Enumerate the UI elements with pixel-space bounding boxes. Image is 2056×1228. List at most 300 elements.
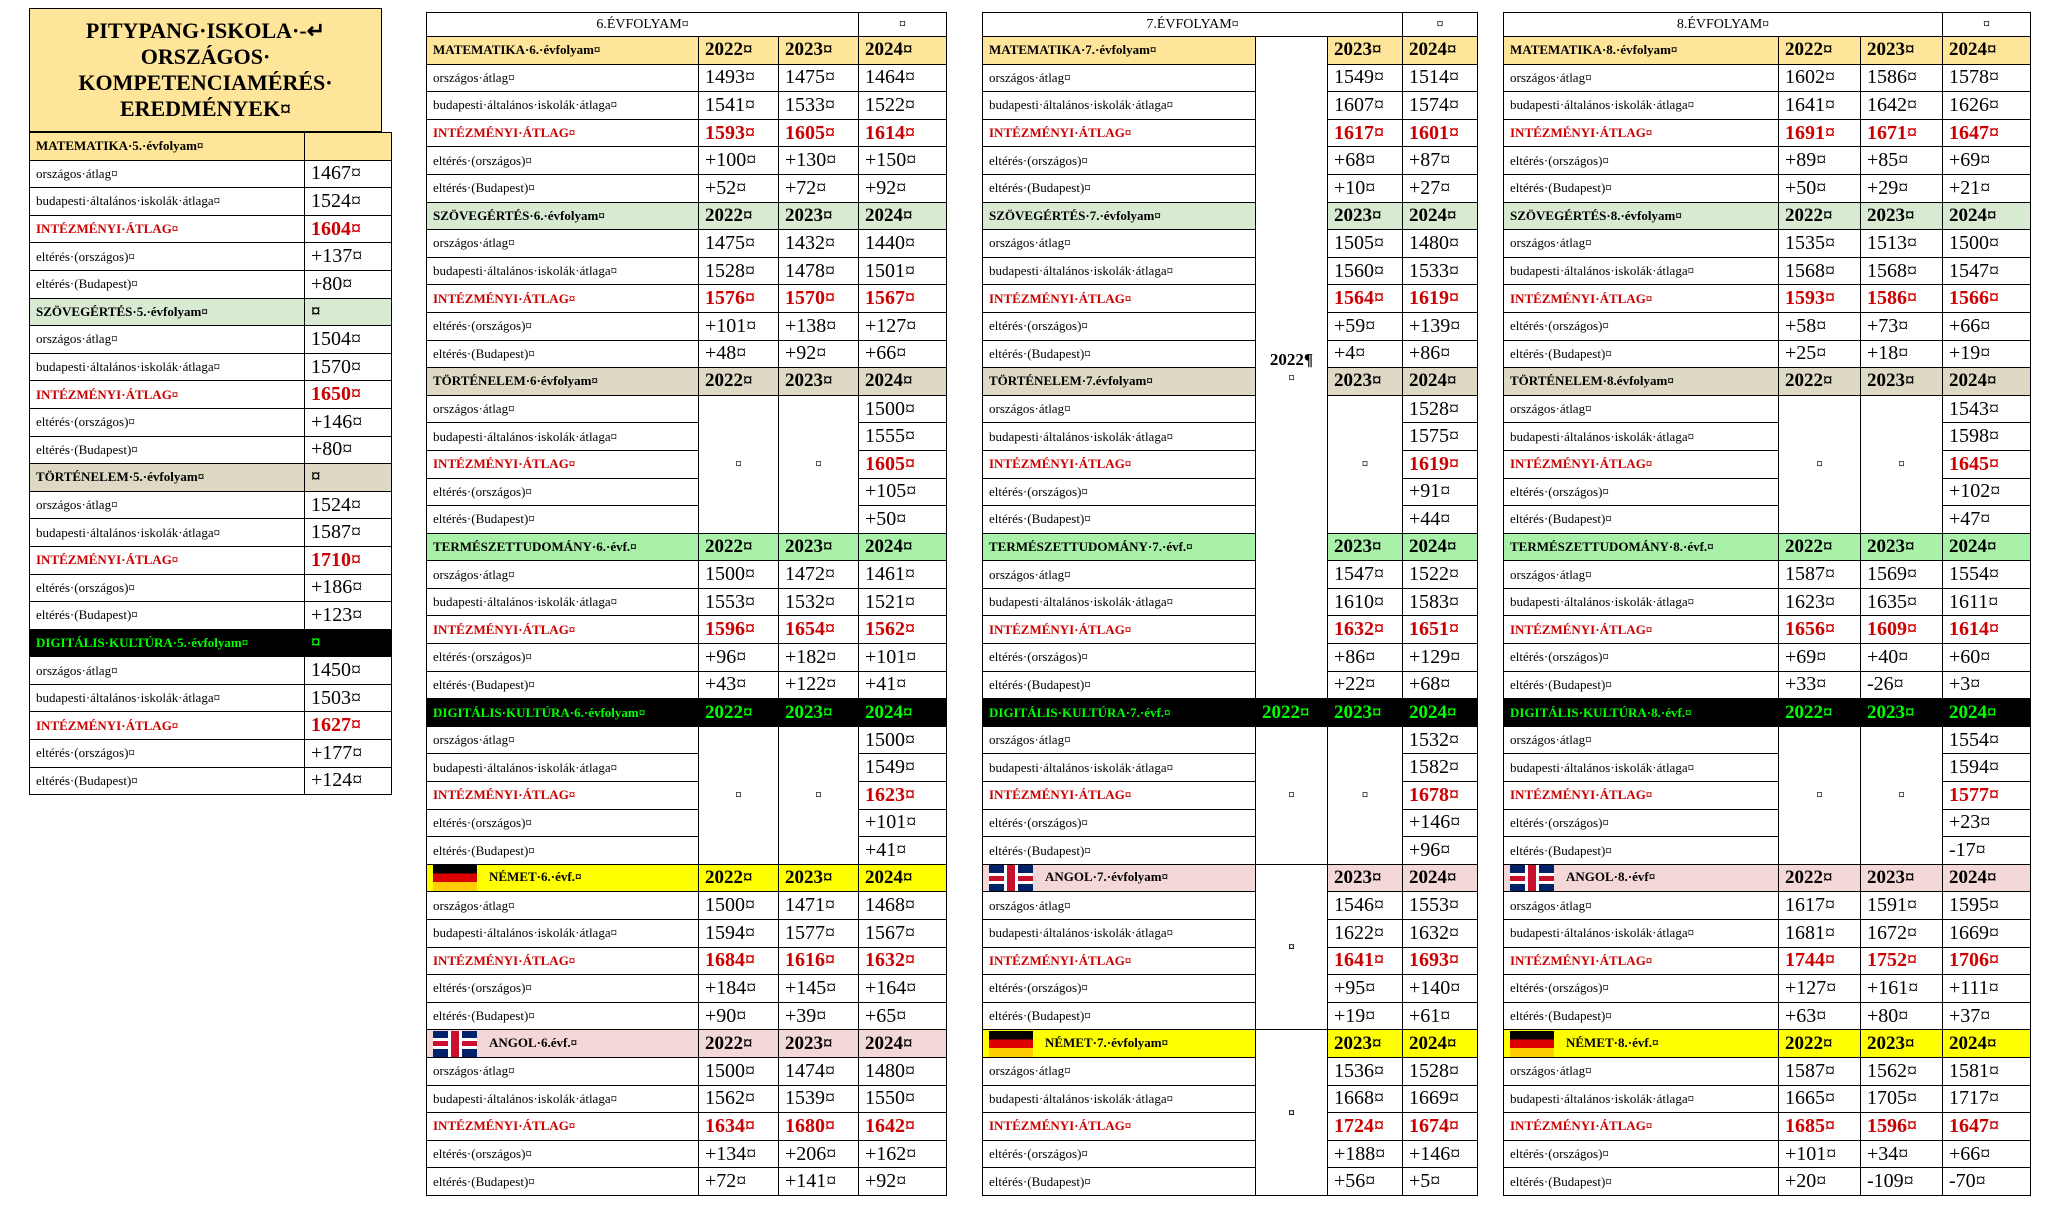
row-label: INTÉZMÉNYI·ÁTLAG¤ [427, 450, 699, 478]
value-cell: 1493¤ [699, 64, 779, 92]
value-cell: 1532¤ [1403, 726, 1478, 754]
value-cell: +101¤ [859, 644, 947, 672]
value-cell: 1432¤ [779, 230, 859, 258]
table-row [983, 312, 1478, 340]
row-label: országos·átlag¤ [983, 892, 1256, 920]
table-row [983, 1002, 1478, 1030]
row-label: INTÉZMÉNYI·ÁTLAG¤ [983, 782, 1256, 810]
value-cell: 1581¤ [1943, 1057, 2031, 1085]
row-label: eltérés·(Budapest)¤ [983, 837, 1256, 865]
row-label: országos·átlag¤ [1504, 64, 1779, 92]
value-cell: 1587¤ [1779, 561, 1861, 589]
table-row [427, 644, 947, 672]
year-header: 2022¤ [1779, 533, 1861, 561]
value-cell: +87¤ [1403, 147, 1478, 175]
row-label: eltérés·(országos)¤ [427, 147, 699, 175]
value-cell: 1616¤ [779, 947, 859, 975]
subject-header [30, 464, 305, 492]
value-cell: 1564¤ [1328, 285, 1403, 313]
value-cell: +146¤ [1403, 809, 1478, 837]
value-cell: 1614¤ [1943, 616, 2031, 644]
subject-name: NÉMET·6.·évf.¤ [489, 869, 582, 885]
row-label: eltérés·(Budapest)¤ [427, 506, 699, 534]
table-row [983, 892, 1478, 920]
row-label: budapesti·általános·iskolák·átlaga¤ [30, 353, 305, 381]
value-cell: 1632¤ [1328, 616, 1403, 644]
value-cell: +34¤ [1861, 1140, 1943, 1168]
value-cell: 1645¤ [1943, 450, 2031, 478]
table-row [1504, 285, 2031, 313]
table-row [983, 174, 1478, 202]
value-cell: 1577¤ [1943, 782, 2031, 810]
row-label: eltérés·(országos)¤ [983, 644, 1256, 672]
subject-header [1504, 533, 1779, 561]
year-header: 2023¤ [1861, 37, 1943, 65]
header-value: ¤ [305, 298, 392, 326]
year-header: 2024¤ [859, 699, 947, 727]
value-cell: +80¤ [1861, 1002, 1943, 1030]
year-header: 2024¤ [1403, 368, 1478, 396]
value-cell: 1691¤ [1779, 119, 1861, 147]
grade5-table [29, 132, 392, 795]
row-label: eltérés·(országos)¤ [30, 408, 305, 436]
empty-cell: ¤ [779, 395, 859, 533]
value-cell: 1601¤ [1403, 119, 1478, 147]
value-cell: 1500¤ [859, 395, 947, 423]
year-header: 2022¤ [699, 368, 779, 396]
row-label: INTÉZMÉNYI·ÁTLAG¤ [30, 215, 305, 243]
table-row [983, 671, 1478, 699]
value-cell: 1546¤ [1328, 892, 1403, 920]
year-header: 2024¤ [1943, 864, 2031, 892]
row-label: országos·átlag¤ [983, 1057, 1256, 1085]
value-cell: +52¤ [699, 174, 779, 202]
year-header: 2023¤ [1328, 368, 1403, 396]
row-label: budapesti·általános·iskolák·átlaga¤ [427, 423, 699, 451]
subject-name: ANGOL·8.·évf¤ [1566, 869, 1656, 885]
row-label: eltérés·(Budapest)¤ [983, 506, 1256, 534]
german-flag-icon [989, 1031, 1033, 1057]
table-row [983, 975, 1478, 1003]
value-cell: 1578¤ [1943, 64, 2031, 92]
row-label: eltérés·(országos)¤ [1504, 644, 1779, 672]
value-cell: +80¤ [305, 270, 392, 298]
subject-header [1504, 699, 1779, 727]
subject-name: TERMÉSZETTUDOMÁNY·7.·évf.¤ [989, 538, 1193, 554]
value-cell: 1533¤ [779, 92, 859, 120]
table-row [983, 947, 1478, 975]
value-cell: +90¤ [699, 1002, 779, 1030]
subject-header [983, 699, 1256, 727]
row-label: országos·átlag¤ [1504, 230, 1779, 258]
table-row [427, 588, 947, 616]
value-cell: +72¤ [779, 174, 859, 202]
year-header: 2023¤ [1861, 1030, 1943, 1058]
value-cell: +33¤ [1779, 671, 1861, 699]
value-cell: 1647¤ [1943, 1113, 2031, 1141]
row-label: budapesti·általános·iskolák·átlaga¤ [1504, 588, 1779, 616]
row-label: INTÉZMÉNYI·ÁTLAG¤ [983, 285, 1256, 313]
year-header: 2023¤ [779, 864, 859, 892]
grade-header-cell: ¤ [1943, 13, 2031, 37]
table-row [30, 602, 392, 630]
value-cell: 1503¤ [305, 684, 392, 712]
year-header: 2024¤ [1943, 368, 2031, 396]
german-flag-icon [1510, 1031, 1554, 1057]
value-cell: +101¤ [699, 312, 779, 340]
table-row [427, 671, 947, 699]
table-row [1504, 975, 2031, 1003]
value-cell: 1650¤ [305, 381, 392, 409]
value-cell: +92¤ [779, 340, 859, 368]
table-row [427, 1113, 947, 1141]
value-cell: 1665¤ [1779, 1085, 1861, 1113]
row-label: budapesti·általános·iskolák·átlaga¤ [427, 257, 699, 285]
value-cell: -17¤ [1943, 837, 2031, 865]
table-row [1504, 561, 2031, 589]
table-row [30, 353, 392, 381]
subject-name: MATEMATIKA·5.·évfolyam¤ [36, 138, 204, 154]
value-cell: +86¤ [1328, 644, 1403, 672]
subject-header [1504, 368, 1779, 396]
grade8-table [1503, 12, 2031, 1196]
row-label: eltérés·(országos)¤ [1504, 809, 1779, 837]
row-label: országos·átlag¤ [427, 892, 699, 920]
year-header: 2023¤ [779, 202, 859, 230]
value-cell: +41¤ [859, 671, 947, 699]
value-cell: 1614¤ [859, 119, 947, 147]
row-label: országos·átlag¤ [30, 657, 305, 685]
value-cell: 1635¤ [1861, 588, 1943, 616]
row-label: eltérés·(országos)¤ [427, 975, 699, 1003]
value-cell: 1596¤ [699, 616, 779, 644]
row-label: INTÉZMÉNYI·ÁTLAG¤ [1504, 616, 1779, 644]
table-row [1504, 230, 2031, 258]
table-row [30, 408, 392, 436]
value-cell: +122¤ [779, 671, 859, 699]
value-cell: 1593¤ [699, 119, 779, 147]
table-row [1504, 64, 2031, 92]
value-cell: 1501¤ [859, 257, 947, 285]
year-header: 2022¤ [1779, 699, 1861, 727]
year-header: 2022¤ [1779, 1030, 1861, 1058]
table-row [30, 436, 392, 464]
year-header: 2024¤ [1403, 864, 1478, 892]
value-cell: 1524¤ [305, 188, 392, 216]
value-cell: 1570¤ [305, 353, 392, 381]
table-row [983, 1085, 1478, 1113]
row-label: eltérés·(országos)¤ [427, 1140, 699, 1168]
row-label: budapesti·általános·iskolák·átlaga¤ [30, 188, 305, 216]
value-cell: +19¤ [1943, 340, 2031, 368]
value-cell: 1710¤ [305, 546, 392, 574]
year-header: 2022¤ [699, 37, 779, 65]
row-label: eltérés·(Budapest)¤ [427, 340, 699, 368]
empty-cell: ¤ [1861, 726, 1943, 864]
table-row [427, 1168, 947, 1196]
row-label: INTÉZMÉNYI·ÁTLAG¤ [983, 616, 1256, 644]
row-label: eltérés·(országos)¤ [427, 312, 699, 340]
row-label: országos·átlag¤ [30, 326, 305, 354]
subject-row [983, 533, 1478, 561]
value-cell: 1607¤ [1328, 92, 1403, 120]
value-cell: 1632¤ [859, 947, 947, 975]
table-row [1504, 257, 2031, 285]
subject-row [427, 368, 947, 396]
table-row [983, 147, 1478, 175]
value-cell: +140¤ [1403, 975, 1478, 1003]
value-cell: 1634¤ [699, 1113, 779, 1141]
table-row [427, 947, 947, 975]
subject-row [427, 699, 947, 727]
year-header: 2023¤ [1861, 533, 1943, 561]
table-row [1504, 782, 2031, 810]
value-cell: -109¤ [1861, 1168, 1943, 1196]
value-cell: 1472¤ [779, 561, 859, 589]
table-row [427, 920, 947, 948]
table-row [983, 257, 1478, 285]
subject-row [30, 133, 392, 161]
value-cell: 1575¤ [1403, 423, 1478, 451]
value-cell: +111¤ [1943, 975, 2031, 1003]
table-row [30, 574, 392, 602]
subject-name: DIGITÁLIS·KULTÚRA·8.·évf.¤ [1510, 704, 1692, 720]
value-cell: +47¤ [1943, 506, 2031, 534]
empty-cell: ¤ [1256, 726, 1328, 864]
value-cell: +19¤ [1328, 1002, 1403, 1030]
table-row [1504, 478, 2031, 506]
grade6-table [426, 12, 947, 1196]
value-cell: +27¤ [1403, 174, 1478, 202]
grade-header-row [983, 13, 1478, 37]
value-cell: 1541¤ [699, 92, 779, 120]
row-label: eltérés·(Budapest)¤ [983, 1168, 1256, 1196]
table-row [983, 506, 1478, 534]
table-row [1504, 754, 2031, 782]
value-cell: 1611¤ [1943, 588, 2031, 616]
subject-row [1504, 533, 2031, 561]
year-header: 2023¤ [1861, 368, 1943, 396]
value-cell: 1505¤ [1328, 230, 1403, 258]
year-header: 2024¤ [1943, 699, 2031, 727]
value-cell: 1596¤ [1861, 1113, 1943, 1141]
value-cell: 1570¤ [779, 285, 859, 313]
value-cell: 1577¤ [779, 920, 859, 948]
row-label: budapesti·általános·iskolák·átlaga¤ [30, 519, 305, 547]
table-row [427, 423, 947, 451]
table-row [983, 561, 1478, 589]
row-label: budapesti·általános·iskolák·átlaga¤ [1504, 1085, 1779, 1113]
table-row [30, 657, 392, 685]
value-cell: +145¤ [779, 975, 859, 1003]
value-cell: +21¤ [1943, 174, 2031, 202]
row-label: eltérés·(Budapest)¤ [30, 270, 305, 298]
table-row [1504, 450, 2031, 478]
table-row [1504, 423, 2031, 451]
table-row [1504, 147, 2031, 175]
value-cell: 1684¤ [699, 947, 779, 975]
table-row [427, 616, 947, 644]
row-label: budapesti·általános·iskolák·átlaga¤ [983, 257, 1256, 285]
value-cell: +68¤ [1328, 147, 1403, 175]
row-label: budapesti·általános·iskolák·átlaga¤ [1504, 92, 1779, 120]
table-row [1504, 588, 2031, 616]
value-cell: +50¤ [859, 506, 947, 534]
value-cell: 1566¤ [1943, 285, 2031, 313]
subject-header [427, 202, 699, 230]
table-row [30, 381, 392, 409]
subject-row [427, 1030, 947, 1058]
value-cell: 1641¤ [1779, 92, 1861, 120]
value-cell: 1681¤ [1779, 920, 1861, 948]
year-header: 2022¤ [1779, 368, 1861, 396]
year-header: 2023¤ [1328, 202, 1403, 230]
value-cell: +41¤ [859, 837, 947, 865]
value-cell: +101¤ [859, 809, 947, 837]
value-cell: 1574¤ [1403, 92, 1478, 120]
table-row [427, 726, 947, 754]
year-header: 2024¤ [1403, 202, 1478, 230]
value-cell: 1535¤ [1779, 230, 1861, 258]
table-row [427, 395, 947, 423]
row-label: eltérés·(Budapest)¤ [1504, 837, 1779, 865]
value-cell: +60¤ [1943, 644, 2031, 672]
table-row [30, 270, 392, 298]
table-row [30, 740, 392, 768]
subject-header [1504, 864, 1779, 892]
value-cell: +72¤ [699, 1168, 779, 1196]
row-label: eltérés·(Budapest)¤ [983, 1002, 1256, 1030]
empty-cell: ¤ [1328, 726, 1403, 864]
year-header: 2024¤ [1943, 37, 2031, 65]
row-label: budapesti·általános·iskolák·átlaga¤ [1504, 754, 1779, 782]
row-label: eltérés·(országos)¤ [983, 975, 1256, 1003]
value-cell: 1642¤ [859, 1113, 947, 1141]
subject-header [983, 202, 1256, 230]
value-cell: 1587¤ [305, 519, 392, 547]
value-cell: 1591¤ [1861, 892, 1943, 920]
value-cell: 1641¤ [1328, 947, 1403, 975]
value-cell: +138¤ [779, 312, 859, 340]
value-cell: +66¤ [1943, 1140, 2031, 1168]
value-cell: 1706¤ [1943, 947, 2031, 975]
table-row [427, 1057, 947, 1085]
table-row [30, 684, 392, 712]
merged-2022-cell [1256, 37, 1328, 699]
row-label: INTÉZMÉNYI·ÁTLAG¤ [427, 616, 699, 644]
row-label: eltérés·(országos)¤ [30, 574, 305, 602]
subject-row [1504, 368, 2031, 396]
subject-row [1504, 699, 2031, 727]
row-label: INTÉZMÉNYI·ÁTLAG¤ [427, 119, 699, 147]
value-cell: +69¤ [1779, 644, 1861, 672]
subject-name: SZÖVEGÉRTÉS·7.·évfolyam¤ [989, 207, 1161, 223]
subject-name: TÖRTÉNELEM·5.·évfolyam¤ [36, 469, 205, 485]
value-cell: +164¤ [859, 975, 947, 1003]
subject-header [30, 133, 305, 161]
table-row [1504, 726, 2031, 754]
value-cell: 1440¤ [859, 230, 947, 258]
merged-2022-mark: ¤ [1288, 369, 1295, 385]
value-cell: 1553¤ [1403, 892, 1478, 920]
table-row [1504, 947, 2031, 975]
row-label: INTÉZMÉNYI·ÁTLAG¤ [983, 450, 1256, 478]
row-label: eltérés·(országos)¤ [1504, 1140, 1779, 1168]
grade-header-row [1504, 13, 2031, 37]
year-header: 2024¤ [859, 202, 947, 230]
value-cell: 1717¤ [1943, 1085, 2031, 1113]
row-label: eltérés·(Budapest)¤ [1504, 174, 1779, 202]
table-row [30, 519, 392, 547]
table-row [1504, 616, 2031, 644]
value-cell: 1623¤ [859, 782, 947, 810]
value-cell: 1522¤ [859, 92, 947, 120]
value-cell: 1610¤ [1328, 588, 1403, 616]
value-cell: 1582¤ [1403, 754, 1478, 782]
value-cell: 1480¤ [1403, 230, 1478, 258]
value-cell: +105¤ [859, 478, 947, 506]
table-row [427, 174, 947, 202]
table-row [983, 920, 1478, 948]
row-label: budapesti·általános·iskolák·átlaga¤ [983, 588, 1256, 616]
row-label: INTÉZMÉNYI·ÁTLAG¤ [30, 712, 305, 740]
row-label: budapesti·általános·iskolák·átlaga¤ [427, 754, 699, 782]
value-cell: 1576¤ [699, 285, 779, 313]
year-header: 2023¤ [1861, 699, 1943, 727]
value-cell: 1504¤ [305, 326, 392, 354]
subject-header [427, 699, 699, 727]
table-row [427, 561, 947, 589]
table-row [427, 1002, 947, 1030]
value-cell: +44¤ [1403, 506, 1478, 534]
value-cell: +29¤ [1861, 174, 1943, 202]
grade-header-row [427, 13, 947, 37]
table-row [983, 285, 1478, 313]
grade-header-cell: ¤ [1403, 13, 1478, 37]
subject-row [1504, 1030, 2031, 1058]
table-row [1504, 119, 2031, 147]
subject-header [983, 37, 1256, 65]
table-row [427, 837, 947, 865]
empty-cell: ¤ [1779, 395, 1861, 533]
value-cell: 1480¤ [859, 1057, 947, 1085]
value-cell: +124¤ [305, 767, 392, 795]
value-cell: 1619¤ [1403, 285, 1478, 313]
value-cell: +86¤ [1403, 340, 1478, 368]
table-row [427, 64, 947, 92]
table-row [983, 644, 1478, 672]
value-cell: 1609¤ [1861, 616, 1943, 644]
value-cell: +89¤ [1779, 147, 1861, 175]
row-label: országos·átlag¤ [30, 491, 305, 519]
value-cell: +23¤ [1943, 809, 2031, 837]
value-cell: 1642¤ [1861, 92, 1943, 120]
row-label: INTÉZMÉNYI·ÁTLAG¤ [30, 546, 305, 574]
page-title: PITYPANG·ISKOLA·-↵ ORSZÁGOS· KOMPETENCIAMÉRÉS· EREDMÉNYEK¤ [29, 8, 382, 132]
value-cell: 1569¤ [1861, 561, 1943, 589]
value-cell: 1524¤ [305, 491, 392, 519]
table-row [427, 230, 947, 258]
value-cell: 1617¤ [1779, 892, 1861, 920]
value-cell: +56¤ [1328, 1168, 1403, 1196]
row-label: INTÉZMÉNYI·ÁTLAG¤ [983, 947, 1256, 975]
value-cell: +96¤ [1403, 837, 1478, 865]
subject-name: ANGOL·7.·évfolyam¤ [1045, 869, 1169, 885]
value-cell: 1528¤ [699, 257, 779, 285]
table-row [1504, 312, 2031, 340]
year-header: 2023¤ [779, 368, 859, 396]
value-cell: +188¤ [1328, 1140, 1403, 1168]
